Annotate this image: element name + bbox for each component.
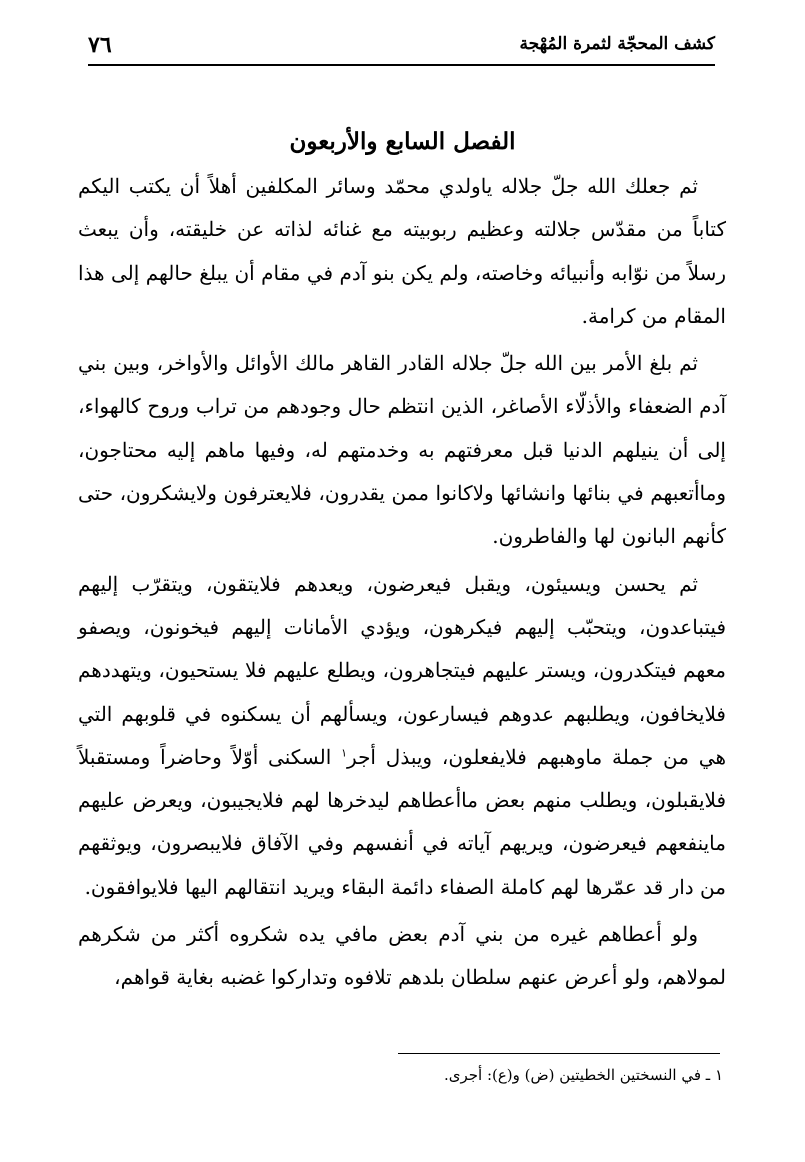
footnote: ١ ـ في النسختين الخطيتين (ض) و(ع): أجرى. bbox=[443, 1066, 723, 1084]
paragraph-3 bbox=[78, 563, 726, 909]
chapter-title: الفصل السابع والأربعون bbox=[289, 128, 516, 155]
paragraph-1: ثم جعلك الله جلّ جلاله ياولدي محمّد وسائر المكلفين أهلاً أن يكتب اليكم كتاباً من مقدّس جلالته وعظيم ربوبيته مع غنائه لذاته عن خليقته، وأن يبعث رسلاً من نوّابه وأنبيائه وخاصته، ولم يكن بنو آدم في مقام أن يبلغ حالهم إلى هذا المقام من كرامة. bbox=[78, 174, 726, 328]
paragraph-2: ثم بلغ الأمر بين الله جلّ جلاله القادر القاهر مالك الأوائل والأواخر، وبين بني آدم الضعفاء والأذلّاء الأصاغر، الذين انتظم حال وجودهم من تراب وروح كالهواء، إلى أن ينيلهم الدنيا قبل معرفتهم به وخدمتهم له، وفيها ماهم إليه محتاجون، وماأتعبهم في بنائها وانشائها ولاكانوا ممن يقدرون، فلايعترفون ولايشكرون، حتى كأنهم البانون لها والفاطرون. bbox=[78, 351, 726, 549]
running-head-title: كشف المحجّة لثمرة المُهْجة bbox=[519, 34, 715, 54]
paragraph-3-part-2: السكنى أوّلاً وحاضراً ومستقبلاً فلايقبلون، ويطلب منهم بعض ماأعطاهم ليدخرها لهم فلايجيبون، ويعرض عليهم ماينفعهم فيعرضون، ويريهم آياته في أنفسهم وفي الآفاق فلايبصرون، ويوثقهم من دار قد عمّرها لهم كاملة الصفاء دائمة البقاء ويريد انتقالهم اليها فلايوافقون. bbox=[78, 744, 726, 899]
paragraph-4: ولو أعطاهم غيره من بني آدم بعض مافي يده شكروه أكثر من شكرهم لمولاهم، ولو أعرض عنهم سلطان بلدهم تلافوه وتداركوا غضبه بغاية قواهم، bbox=[78, 922, 726, 990]
page-number: ٧٦ bbox=[88, 32, 112, 58]
paragraph-3-part-1: ثم يحسن ويسيئون، ويقبل فيعرضون، ويعدهم فلايتقون، ويتقرّب إليهم فيتباعدون، ويتحبّب إليهم فيكرهون، ويؤدي الأمانات إليهم فيخونون، ويصفو معهم فيتكدرون، ويستر عليهم فيتجاهرون، ويطلع عليهم فلا يستحيون، ويتهددهم فلايخافون، ويطلبهم عدوهم فيسارعون، ويسألهم أن يسكنوه في قلوبهم التي هي من جملة ماوهبهم فلايفعلون، ويبذل أجر bbox=[78, 571, 727, 769]
footnote-divider bbox=[398, 1053, 720, 1054]
body-text bbox=[78, 165, 726, 1000]
page-header bbox=[88, 30, 715, 66]
footnote-marker: ١ bbox=[341, 746, 348, 760]
